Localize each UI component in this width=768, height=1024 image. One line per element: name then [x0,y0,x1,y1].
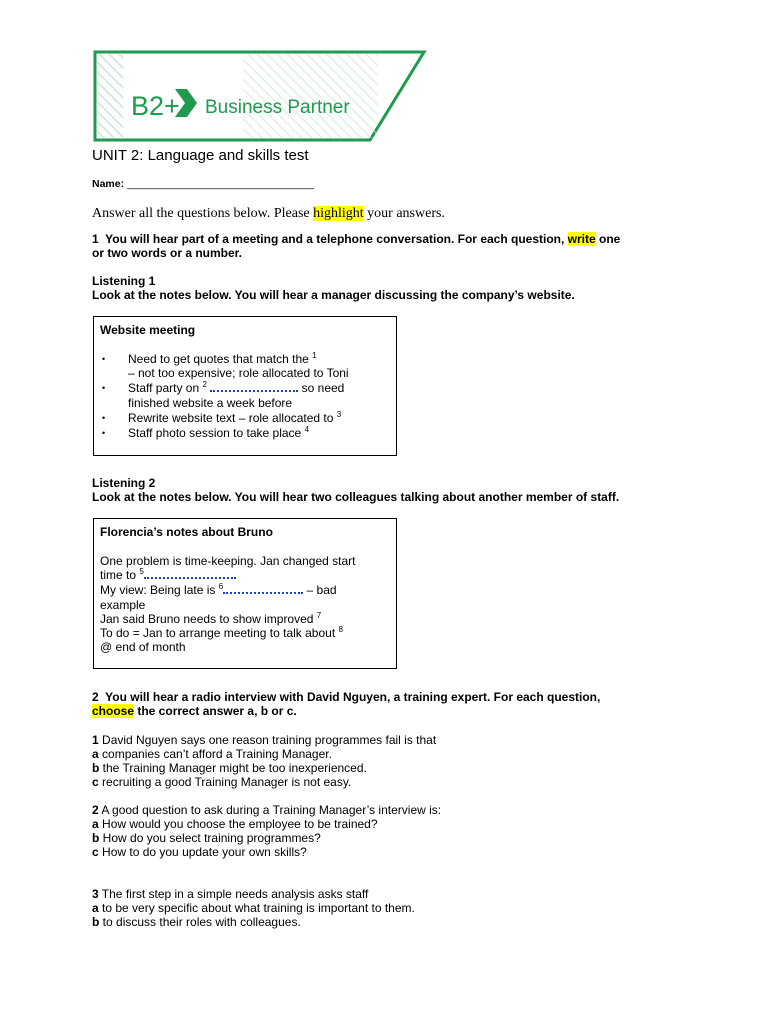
option-text: the Training Manager might be too inexperienced. [99,761,367,775]
question-number: 3 [92,887,99,901]
question-1 [92,733,436,789]
listening-1-instruction: Look at the notes below. You will hear a manager discussing the company’s website. [92,288,575,302]
section-1-text-line2: or two words or a number. [92,246,243,260]
section-1-text: You will hear part of a meeting and a telephone conversation. For each question, [98,232,568,246]
note-item-1 [128,352,317,366]
gap-number: 2 [202,380,207,389]
instructions-before: Answer all the questions below. Please [92,206,314,221]
note-text: Rewrite website text – role allocated to [128,411,337,425]
option-text: How to do you update your own skills? [98,845,307,859]
name-blank-line: ________________________________ [127,178,314,190]
listening-2-heading: Listening 2 [92,476,156,490]
question-stem: A good question to ask during a Training Manager’s interview is: [98,803,442,817]
note-text: time to [100,568,140,582]
option-b[interactable] [92,831,441,845]
note-line-4: example [100,598,146,612]
note-text: To do = Jan to arrange meeting to talk about [100,626,339,640]
section-1-number: 1 [92,232,99,246]
note-item-1-line-2: – not too expensive; role allocated to Toni [128,366,349,380]
name-field[interactable] [92,178,314,190]
section-2-text-end: the correct answer a, b or c. [134,704,297,718]
gap-number: 1 [312,351,317,360]
florencia-notes-box [93,518,397,669]
note-line-6 [100,626,343,641]
bullet-icon: • [102,428,106,438]
note-line-3 [100,583,337,598]
question-2 [92,803,441,859]
section-2-number: 2 [92,690,99,704]
bullet-icon: • [102,383,106,393]
gap-number: 3 [336,410,342,419]
logo-badge: B2+ [131,91,180,121]
instructions-highlight: highlight [313,206,364,221]
gap-number: 8 [338,625,343,634]
option-text: companies can’t afford a Training Manager. [98,747,332,761]
option-c[interactable] [92,775,436,789]
note-text: Staff party on [128,381,203,395]
option-text: to be very specific about what training is important to them. [98,901,415,915]
option-letter: a [92,901,99,915]
option-text: How do you select training programmes? [99,831,321,845]
box-title: Florencia’s notes about Bruno [100,525,273,539]
note-text: Staff photo session to take place [128,426,305,440]
option-letter: c [92,845,99,859]
answer-blank-6[interactable] [223,583,303,594]
instructions [92,206,445,222]
option-a[interactable] [92,747,436,761]
question-stem: The first step in a simple needs analysis asks staff [98,887,369,901]
bullet-icon: • [102,413,106,423]
website-meeting-notes-box [93,316,397,456]
name-label: Name: [92,178,125,190]
option-text: recruiting a good Training Manager is not easy. [98,775,352,789]
section-1-instruction [92,232,672,260]
note-text: Jan said Bruno needs to show improved [100,612,317,626]
option-letter: a [92,817,99,831]
option-b[interactable] [92,915,415,929]
note-line-1: One problem is time-keeping. Jan changed start [100,554,356,568]
note-item-2 [128,381,344,395]
option-a[interactable] [92,817,441,831]
note-line-2 [100,568,236,583]
option-letter: b [92,761,100,775]
gap-number: 4 [304,425,310,434]
b2-plus-business-partner-logo [93,49,427,143]
section-1-text-end: one [595,232,621,246]
option-a[interactable] [92,901,415,915]
bullet-icon: • [102,354,106,364]
note-item-2-line-2: finished website a week before [128,396,293,410]
gap-number: 7 [316,611,322,620]
option-b[interactable] [92,761,436,775]
option-text: How would you choose the employee to be trained? [98,817,378,831]
option-c[interactable] [92,845,441,859]
note-item-4 [128,426,309,440]
option-text: to discuss their roles with colleagues. [99,915,301,929]
option-letter: c [92,775,99,789]
section-2-highlight: choose [92,704,135,718]
question-number: 2 [92,803,99,817]
gap-number: 6 [218,582,224,591]
answer-blank-5[interactable] [144,568,236,579]
note-line-5 [100,612,321,627]
answer-blank-2[interactable] [210,381,298,392]
option-letter: b [92,915,100,929]
section-2-text: You will hear a radio interview with David Nguyen, a training expert. For each question, [98,690,601,704]
section-1-highlight: write [567,232,596,246]
note-item-3 [128,411,341,425]
gap-number: 5 [139,567,144,576]
question-number: 1 [92,733,99,747]
note-text: so need [298,381,345,395]
question-stem: David Nguyen says one reason training programmes fail is that [98,733,437,747]
note-text: My view: Being late is [100,583,219,597]
note-text: – bad [303,583,337,597]
section-2-instruction [92,690,672,718]
note-line-7: @ end of month [100,640,186,654]
option-letter: a [92,747,99,761]
box-title: Website meeting [100,323,196,337]
option-letter: b [92,831,100,845]
instructions-after: your answers. [363,206,445,221]
page-title: UNIT 2: Language and skills test [92,147,309,164]
listening-1-heading: Listening 1 [92,274,156,288]
logo-name: Business Partner [205,97,350,118]
listening-2-instruction: Look at the notes below. You will hear two colleagues talking about another member of staff. [92,490,620,504]
note-text: Need to get quotes that match the [128,352,313,366]
question-3 [92,887,415,929]
